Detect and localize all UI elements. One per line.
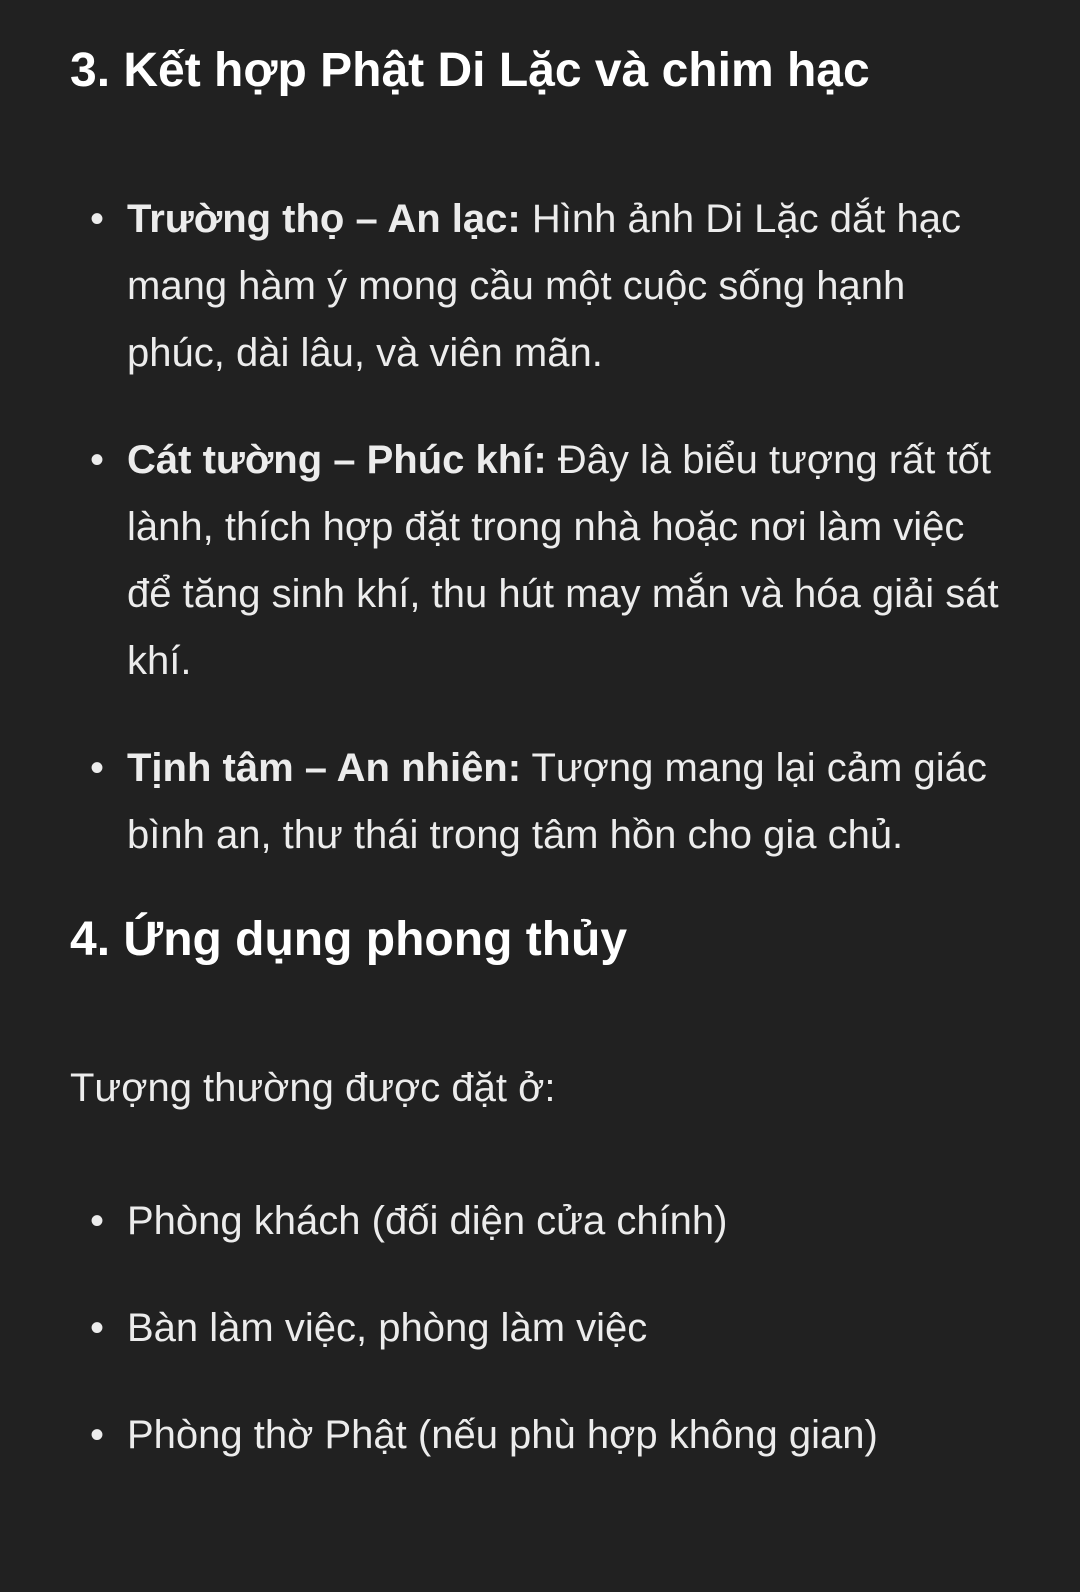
- list-item-text: Đây là biểu tượng rất tốt lành, thích hợp đặt trong nhà hoặc nơi làm việc để tăng sinh khí, thu hút may mắn và hóa giải sát khí.: [127, 438, 999, 683]
- list-item-text: Phòng khách (đối diện cửa chính): [127, 1199, 728, 1243]
- bullet-icon: •: [90, 438, 105, 482]
- list-item-term: Cát tường – Phúc khí:: [127, 438, 547, 482]
- list-item-text: Phòng thờ Phật (nếu phù hợp không gian): [127, 1413, 878, 1457]
- bullet-icon: •: [90, 197, 105, 241]
- list-item-term: Tịnh tâm – An nhiên:: [127, 746, 522, 790]
- section-3-bullet-list: [70, 186, 1010, 869]
- section-3-heading: 3. Kết hợp Phật Di Lặc và chim hạc: [70, 44, 870, 97]
- bullet-icon: •: [90, 1413, 105, 1457]
- list-item: [70, 735, 1010, 869]
- bullet-icon: •: [90, 1199, 105, 1243]
- bullet-icon: •: [90, 1306, 105, 1350]
- list-item-text: Bàn làm việc, phòng làm việc: [127, 1306, 648, 1350]
- list-item: [70, 1295, 1010, 1362]
- section-4-bullet-list: [70, 1188, 1010, 1469]
- section-4-intro: Tượng thường được đặt ở:: [70, 1066, 556, 1110]
- list-item: [70, 1402, 1010, 1469]
- list-item: [70, 186, 1010, 387]
- list-item: [70, 1188, 1010, 1255]
- section-4-heading: 4. Ứng dụng phong thủy: [70, 913, 628, 966]
- list-item-text: Hình ảnh Di Lặc dắt hạc mang hàm ý mong cầu một cuộc sống hạnh phúc, dài lâu, và viên mãn.: [127, 197, 961, 375]
- list-item-term: Trường thọ – An lạc:: [127, 197, 521, 241]
- list-item: [70, 427, 1010, 695]
- bullet-icon: •: [90, 746, 105, 790]
- list-item-text: Tượng mang lại cảm giác bình an, thư thái trong tâm hồn cho gia chủ.: [127, 746, 987, 857]
